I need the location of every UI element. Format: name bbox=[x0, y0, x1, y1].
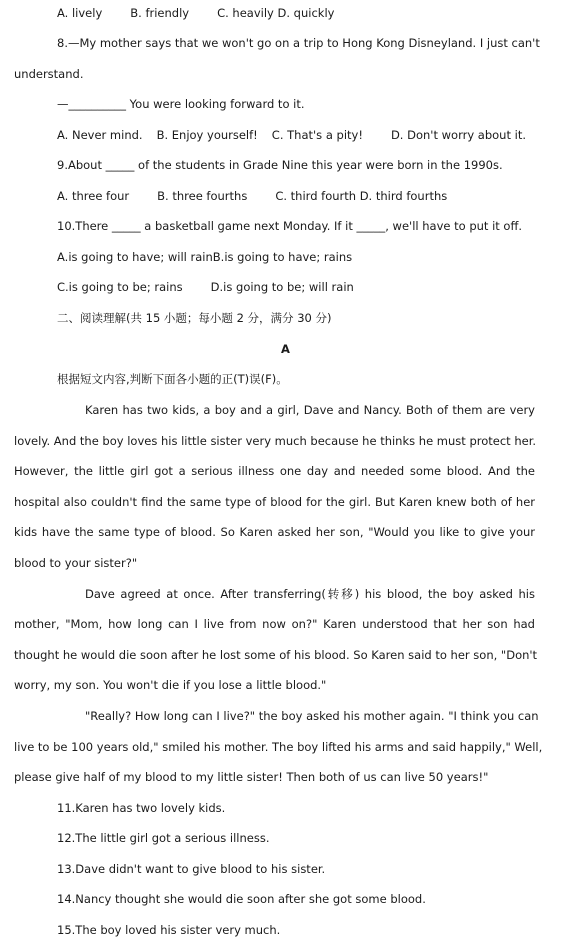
passage-p1-line1: Karen has two kids, a boy and a girl, Dave and Nancy. Both of them are very bbox=[85, 403, 535, 417]
q10-options-row2 bbox=[57, 279, 354, 295]
part-label: A bbox=[281, 342, 290, 356]
q8-stem-line2: understand. bbox=[14, 67, 84, 81]
q9-option-b: B. three fourths bbox=[157, 189, 248, 203]
q8-option-d: D. Don't worry about it. bbox=[390, 128, 526, 142]
q9-options bbox=[57, 188, 447, 204]
q8-options bbox=[57, 127, 526, 143]
passage-p1-line4: hospital also couldn't find the same type of blood for the girl. But Karen knew both of her bbox=[14, 495, 535, 509]
q10-option-d: D.is going to be; will rain bbox=[210, 280, 354, 294]
passage-p2-line1: Dave agreed at once. After transferring(转移) his blood, the boy asked his bbox=[85, 587, 535, 601]
q7-option-a: A. lively bbox=[57, 6, 103, 20]
passage-p2-line3: thought he would die soon after he lost some of his blood. So Karen said to her son, "Don't bbox=[14, 648, 538, 662]
q7-option-d: D. quickly bbox=[277, 6, 335, 20]
passage-p3-line3: please give half of my blood to my little sister! Then both of us can live 50 years!" bbox=[14, 770, 489, 784]
q7-options bbox=[57, 5, 334, 21]
passage-p1-line6: blood to your sister?" bbox=[14, 556, 138, 570]
passage-p2-line2: mother, "Mom, how long can I live from now on?" Karen understood that her son had bbox=[14, 617, 535, 631]
passage-p1-line3: However, the little girl got a serious illness one day and needed some blood. And the bbox=[14, 464, 535, 478]
q7-option-c: C. heavily bbox=[217, 6, 274, 20]
q7-option-b: B. friendly bbox=[130, 6, 190, 20]
q8-stem-line1: 8.—My mother says that we won't go on a trip to Hong Kong Disneyland. I just can't bbox=[57, 36, 540, 50]
q8-response: —__________ You were looking forward to it. bbox=[57, 97, 305, 111]
passage-p2-line4: worry, my son. You won't die if you lose a little blood." bbox=[14, 678, 327, 692]
q10-option-a: A.is going to have; will rain bbox=[57, 250, 213, 264]
passage-p3-line2: live to be 100 years old," smiled his mother. The boy lifted his arms and said happily," Well, bbox=[14, 740, 543, 754]
q8-option-a: A. Never mind. bbox=[57, 128, 143, 142]
statement-11: 11.Karen has two lovely kids. bbox=[57, 801, 226, 815]
q10-option-b: B.is going to have; rains bbox=[212, 250, 353, 264]
q10-options-row1 bbox=[57, 249, 352, 265]
section-heading: 二、阅读理解(共 15 小题；每小题 2 分，满分 30 分) bbox=[57, 311, 332, 325]
q8-option-c: C. That's a pity! bbox=[271, 128, 363, 142]
passage-p1-line5: kids have the same type of blood. So Karen asked her son, "Would you like to give your bbox=[14, 525, 535, 539]
statement-15: 15.The boy loved his sister very much. bbox=[57, 923, 281, 937]
statement-12: 12.The little girl got a serious illness. bbox=[57, 831, 270, 845]
q10-option-c: C.is going to be; rains bbox=[57, 280, 183, 294]
q9-option-d: D. third fourths bbox=[359, 189, 448, 203]
section-instruction: 根据短文内容,判断下面各小题的正(T)误(F)。 bbox=[57, 372, 288, 386]
q9-option-a: A. three four bbox=[57, 189, 130, 203]
q8-option-b: B. Enjoy yourself! bbox=[156, 128, 258, 142]
passage-p1-line2: lovely. And the boy loves his little sister very much because he thinks he must protect her. bbox=[14, 434, 537, 448]
q9-option-c: C. third fourth bbox=[275, 189, 357, 203]
statement-14: 14.Nancy thought she would die soon after she got some blood. bbox=[57, 892, 426, 906]
q9-stem: 9.About _____ of the students in Grade Nine this year were born in the 1990s. bbox=[57, 158, 503, 172]
q10-stem: 10.There _____ a basketball game next Monday. If it _____, we'll have to put it off. bbox=[57, 219, 523, 233]
statement-13: 13.Dave didn't want to give blood to his sister. bbox=[57, 862, 326, 876]
passage-p3-line1: "Really? How long can I live?" the boy asked his mother again. "I think you can bbox=[85, 709, 539, 723]
